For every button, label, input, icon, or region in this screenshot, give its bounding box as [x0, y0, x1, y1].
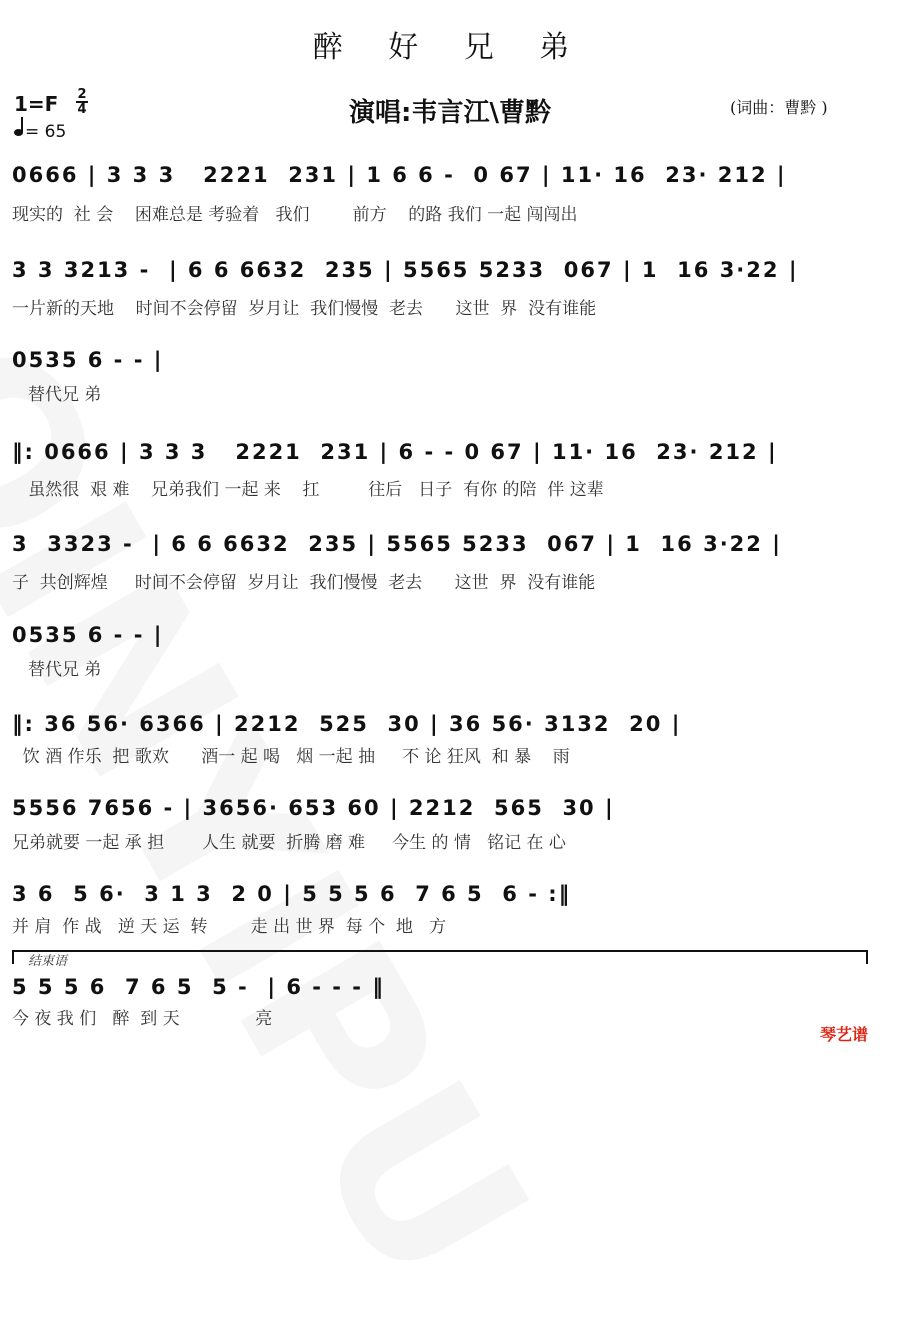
lyrics-row-3: 替代兄 弟 [28, 385, 102, 405]
key-signature: 1=F [14, 92, 59, 116]
lyrics-row-4: 虽然很 艰 难 兄弟我们 一起 来 扛 往后 日子 有你 的陪 伴 这辈 [12, 480, 604, 500]
notation-row-6: 0535 6 - - | [12, 623, 164, 647]
ending-bracket [12, 950, 868, 952]
ending-bracket-left [12, 950, 14, 964]
lyrics-row-5: 子 共创辉煌 时间不会停留 岁月让 我们慢慢 老去 这世 界 没有谁能 [12, 573, 596, 593]
lyrics-row-9: 并 肩 作 战 逆 天 运 转 走 出 世 界 每 个 地 方 [12, 917, 447, 937]
notation-row-8: 5556 7656 - | 3656· 653 60 | 2212 565 30 | [12, 796, 615, 820]
lyrics-row-10: 今 夜 我 们 醉 到 天 亮 [12, 1009, 273, 1029]
composer-credit: (词曲：曹黔 ) [730, 98, 828, 117]
tempo-value: = 65 [25, 122, 67, 142]
notation-row-9: 3 6 5 6· 3 1 3 2 0 | 5 5 5 6 7 6 5 6 - :‖ [12, 882, 572, 906]
lyrics-row-1: 现实的 社 会 困难总是 考验着 我们 前方 的路 我们 一起 闯闯出 [12, 205, 578, 225]
lyrics-row-7: 饮 酒 作乐 把 歌欢 酒一 起 喝 烟 一起 抽 不 论 狂风 和 暴 雨 [12, 747, 570, 767]
notation-row-1: 0666 | 3 3 3 2221 231 | 1 6 6 - 0 67 | 11· 16 23· 212 | [12, 163, 787, 187]
notation-row-2: 3 3 3213 - | 6 6 6632 235 | 5565 5233 067 | 1 16 3·22 | [12, 258, 799, 282]
site-logo: 琴艺谱 [820, 1025, 869, 1044]
song-title: 醉 好 兄 弟 [312, 30, 588, 65]
ending-bracket-right [866, 950, 868, 964]
notation-row-10: 5 5 5 6 7 6 5 5 - | 6 - - - ‖ [12, 975, 385, 999]
time-signature-top: 2 [77, 87, 87, 102]
notation-row-4: ‖: 0666 | 3 3 3 2221 231 | 6 - - 0 67 | 11· 16 23· 212 | [12, 440, 778, 464]
ending-label: 结束语 [28, 954, 68, 969]
notation-row-3: 0535 6 - - | [12, 348, 164, 372]
singer-credit: 演唱:韦言江\曹黔 [349, 98, 551, 128]
lyrics-row-6: 替代兄 弟 [28, 660, 102, 680]
time-signature-bottom: 4 [77, 102, 87, 117]
notation-row-5: 3 3323 - | 6 6 6632 235 | 5565 5233 067 | 1 16 3·22 | [12, 532, 782, 556]
lyrics-row-2: 一片新的天地 时间不会停留 岁月让 我们慢慢 老去 这世 界 没有谁能 [12, 299, 597, 319]
lyrics-row-8: 兄弟就要 一起 承 担 人生 就要 折腾 磨 难 今生 的 情 铭记 在 心 [12, 833, 566, 853]
notation-row-7: ‖: 36 56· 6366 | 2212 525 30 | 36 56· 3132 20 | [12, 712, 682, 736]
quarter-note-icon [14, 129, 23, 136]
